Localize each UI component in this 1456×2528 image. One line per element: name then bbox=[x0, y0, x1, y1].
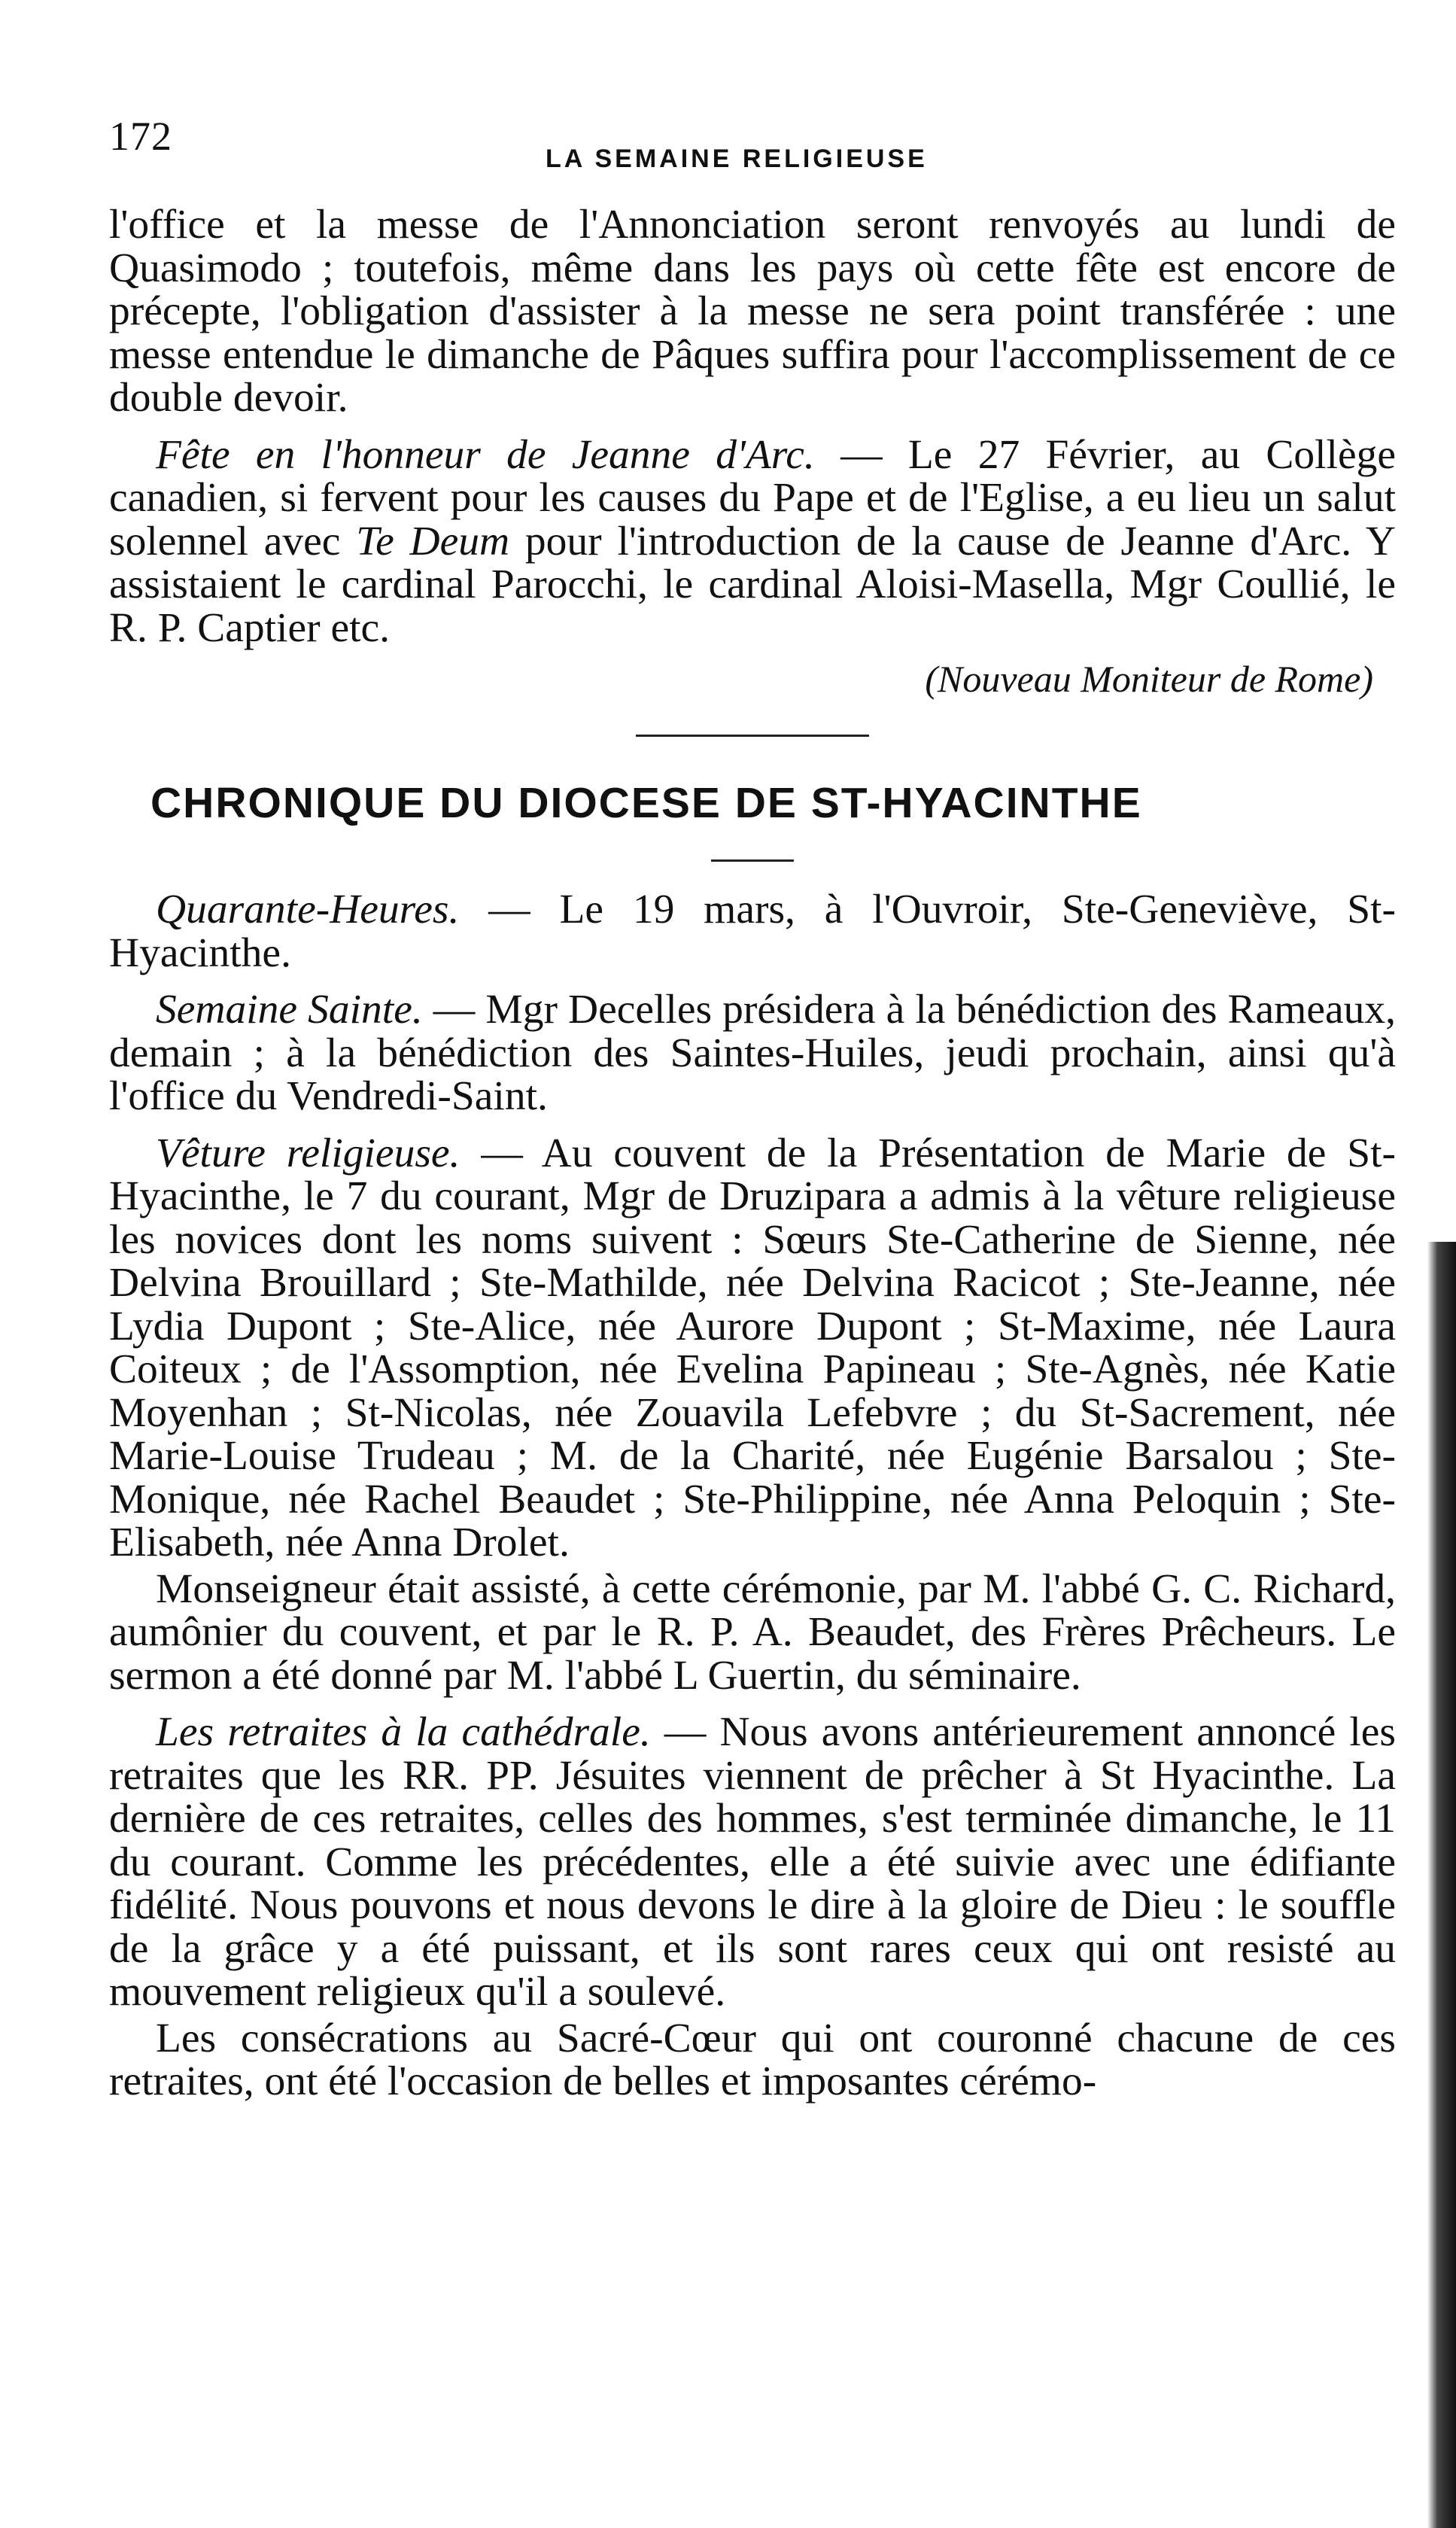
chronicle-item-retraites bbox=[109, 1711, 1396, 2014]
chronicle-item-veture bbox=[109, 1132, 1396, 1565]
chronicle-item-quarante-heures bbox=[109, 888, 1396, 975]
paragraph-text-continued: pour l'introduction de la cause de Jeanne d'Arc. Y assistaient le cardinal Parocchi, le cardinal Aloisi-Masella, Mgr Coullié, le R. P. Captier etc. bbox=[109, 518, 1397, 651]
paragraph-italic: Te Deum bbox=[356, 518, 510, 564]
paragraph-jeanne-d-arc bbox=[109, 431, 1397, 651]
chronicle-text: — Le 19 mars, à l'Ouvroir, Ste-Geneviève, St-Hyacinthe. bbox=[109, 887, 1396, 976]
section-divider bbox=[636, 735, 869, 737]
running-title: LA SEMAINE RELIGIEUSE bbox=[546, 145, 928, 173]
paragraph-lead: Fête en l'honneur de Jeanne d'Arc. bbox=[156, 431, 815, 478]
chronicle-text: — Au couvent de la Présentation de Marie de St-Hyacinthe, le 7 du courant, Mgr de Druzipara a admis à la vêture religieuse les novices dont les noms suivent : Sœurs Ste-Catherine de Sienne, née Delvina Brouillard ; Ste-Mathilde, née Delvina Racicot ; Ste-Jeanne, née Lydia Dupont ; Ste-Alice, née Aurore Dupont ; St-Maxime, née Laura Coiteux ; de l'Assomption, née Evelina Papineau ; Ste-Agnès, née Katie Moyenhan ; St-Nicolas, née Zouavila Lefebvre ; du St-Sacrement, née Marie-Louise Trudeau ; M. de la Charité, née Eugénie Barsalou ; Ste-Monique, née Rachel Beaudet ; Ste-Philippine, née Anna Peloquin ; Ste-Elisabeth, née Anna Drolet. bbox=[109, 1130, 1396, 1565]
chronicle-lead: Vêture religieuse. bbox=[156, 1130, 461, 1176]
source-citation: (Nouveau Moniteur de Rome) bbox=[925, 658, 1373, 700]
paragraph-annonciation: l'office et la messe de l'Annonciation seront renvoyés au lundi de Quasimodo ; toutefois, même dans les pays où cette fête est encore de précepte, l'obligation d'assister à la messe ne sera point transférée : une messe entendue le dimanche de Pâques suffira pour l'accomplissement de ce double devoir. bbox=[109, 202, 1396, 421]
page-header bbox=[109, 113, 1381, 173]
chronicle-lead: Quarante-Heures. bbox=[156, 887, 460, 932]
scan-edge-shadow bbox=[1427, 1242, 1456, 2528]
title-underline bbox=[711, 859, 794, 862]
chronicle-lead: Les retraites à la cathédrale. bbox=[156, 1709, 651, 1755]
chronicle-text: — Mgr Decelles présidera à la bénédiction des Rameaux, demain ; à la bénédiction des Saintes-Huiles, jeudi prochain, ainsi qu'à l'office du Vendredi-Saint. bbox=[109, 987, 1396, 1119]
chronicle-item-consecrations: Les consécrations au Sacré-Cœur qui ont couronné chacune de ces retraites, ont été l'occasion de belles et imposantes cérémo- bbox=[109, 2015, 1396, 2104]
chronicle-text: — Nous avons antérieurement annoncé les retraites que les RR. PP. Jésuites viennent de prêcher à St Hyacinthe. La dernière de ces retraites, celles des hommes, s'est terminée dimanche, le 11 du courant. Comme les précédentes, elle a été suivie avec une édifiante fidélité. Nous pouvons et nous devons le dire à la gloire de Dieu : le souffle de la grâce y a été puissant, et ils sont rares ceux qui ont resisté au mouvement religieux qu'il a soulevé. bbox=[109, 1709, 1396, 2015]
chronicle-item-ceremonie: Monseigneur était assisté, à cette cérémonie, par M. l'abbé G. C. Richard, aumônier du couvent, et par le R. P. A. Beaudet, des Frères Prêcheurs. Le sermon a été donné par M. l'abbé L Guertin, du séminaire. bbox=[109, 1565, 1396, 1699]
page-number: 172 bbox=[109, 114, 172, 159]
section-title: CHRONIQUE DU DIOCESE DE ST-HYACINTHE bbox=[150, 779, 1142, 827]
chronicle-item-semaine-sainte bbox=[109, 988, 1396, 1118]
chronicle-lead: Semaine Sainte. bbox=[156, 987, 423, 1033]
paragraph-text: — Le 27 Février, au Collège canadien, si fervent pour les causes du Pape et de l'Eglise, a eu lieu un salut solennel avec bbox=[109, 431, 1396, 564]
text-column bbox=[109, 203, 1396, 2104]
